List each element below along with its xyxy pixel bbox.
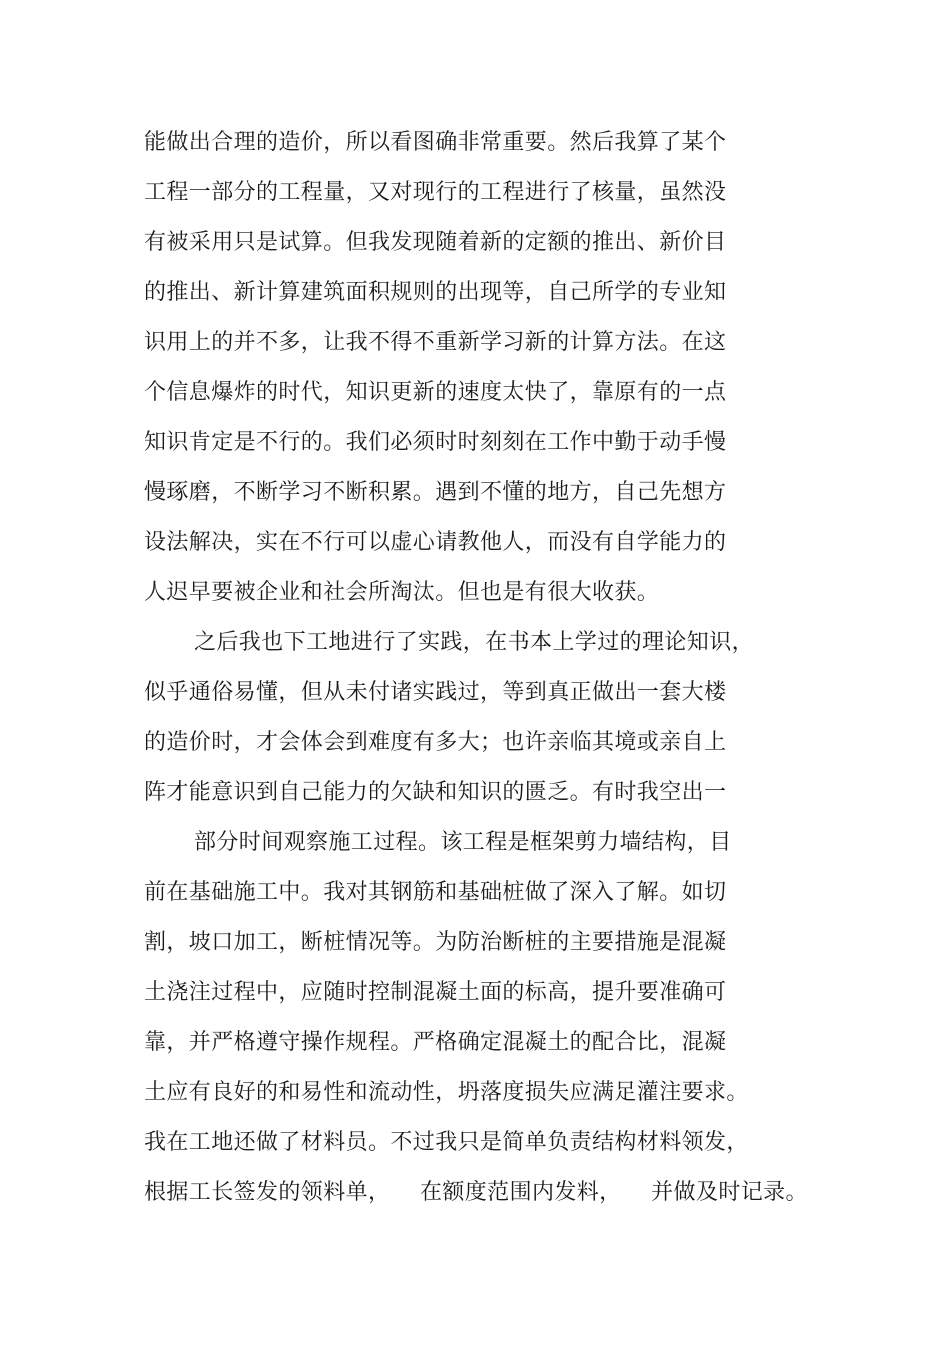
text-line: 能做出合理的造价，所以看图确非常重要。然后我算了某个 [144, 130, 727, 155]
text-line: 我在工地还做了材料员。不过我只是简单负责结构材料领发， [144, 1130, 749, 1155]
text-line: 土浇注过程中，应随时控制混凝土面的标高，提升要准确可 [144, 980, 727, 1005]
body-text [144, 118, 808, 1218]
text-line: 前在基础施工中。我对其钢筋和基础桩做了深入了解。如切 [144, 880, 727, 905]
paragraph-start-line: 之后我也下工地进行了实践，在书本上学过的理论知识， [194, 630, 755, 655]
text-line: 设法解决，实在不行可以虚心请教他人，而没有自学能力的 [144, 530, 727, 555]
text-line: 个信息爆炸的时代，知识更新的速度太快了，靠原有的一点 [144, 380, 727, 405]
text-line: 识用上的并不多，让我不得不重新学习新的计算方法。在这 [144, 330, 727, 355]
text-line: 慢琢磨，不断学习不断积累。遇到不懂的地方，自己先想方 [144, 480, 727, 505]
text-line: 土应有良好的和易性和流动性，坍落度损失应满足灌注要求。 [144, 1080, 749, 1105]
text-line: 的造价时，才会体会到难度有多大；也许亲临其境或亲自上 [144, 730, 727, 755]
text-line: 知识肯定是不行的。我们必须时时刻刻在工作中勤于动手慢 [144, 430, 727, 455]
text-line: 工程一部分的工程量，又对现行的工程进行了核量，虽然没 [144, 180, 727, 205]
text-line: 靠，并严格遵守操作规程。严格确定混凝土的配合比，混凝 [144, 1030, 727, 1055]
text-line: 有被采用只是试算。但我发现随着新的定额的推出、新价目 [144, 230, 727, 255]
text-line: 人迟早要被企业和社会所淘汰。但也是有很大收获。 [144, 580, 660, 605]
text-line: 阵才能意识到自己能力的欠缺和知识的匮乏。有时我空出一 [144, 780, 727, 805]
text-line: 似乎通俗易懂，但从未付诸实践过，等到真正做出一套大楼 [144, 680, 727, 705]
paragraph-start-line: 部分时间观察施工过程。该工程是框架剪力墙结构，目 [194, 830, 732, 855]
text-line: 的推出、新计算建筑面积规则的出现等，自己所学的专业知 [144, 280, 727, 305]
text-line: 割，坡口加工，断桩情况等。为防治断桩的主要措施是混凝 [144, 930, 727, 955]
text-line: 根据工长签发的领料单， 在额度范围内发料， 并做及时记录。 [144, 1180, 808, 1205]
